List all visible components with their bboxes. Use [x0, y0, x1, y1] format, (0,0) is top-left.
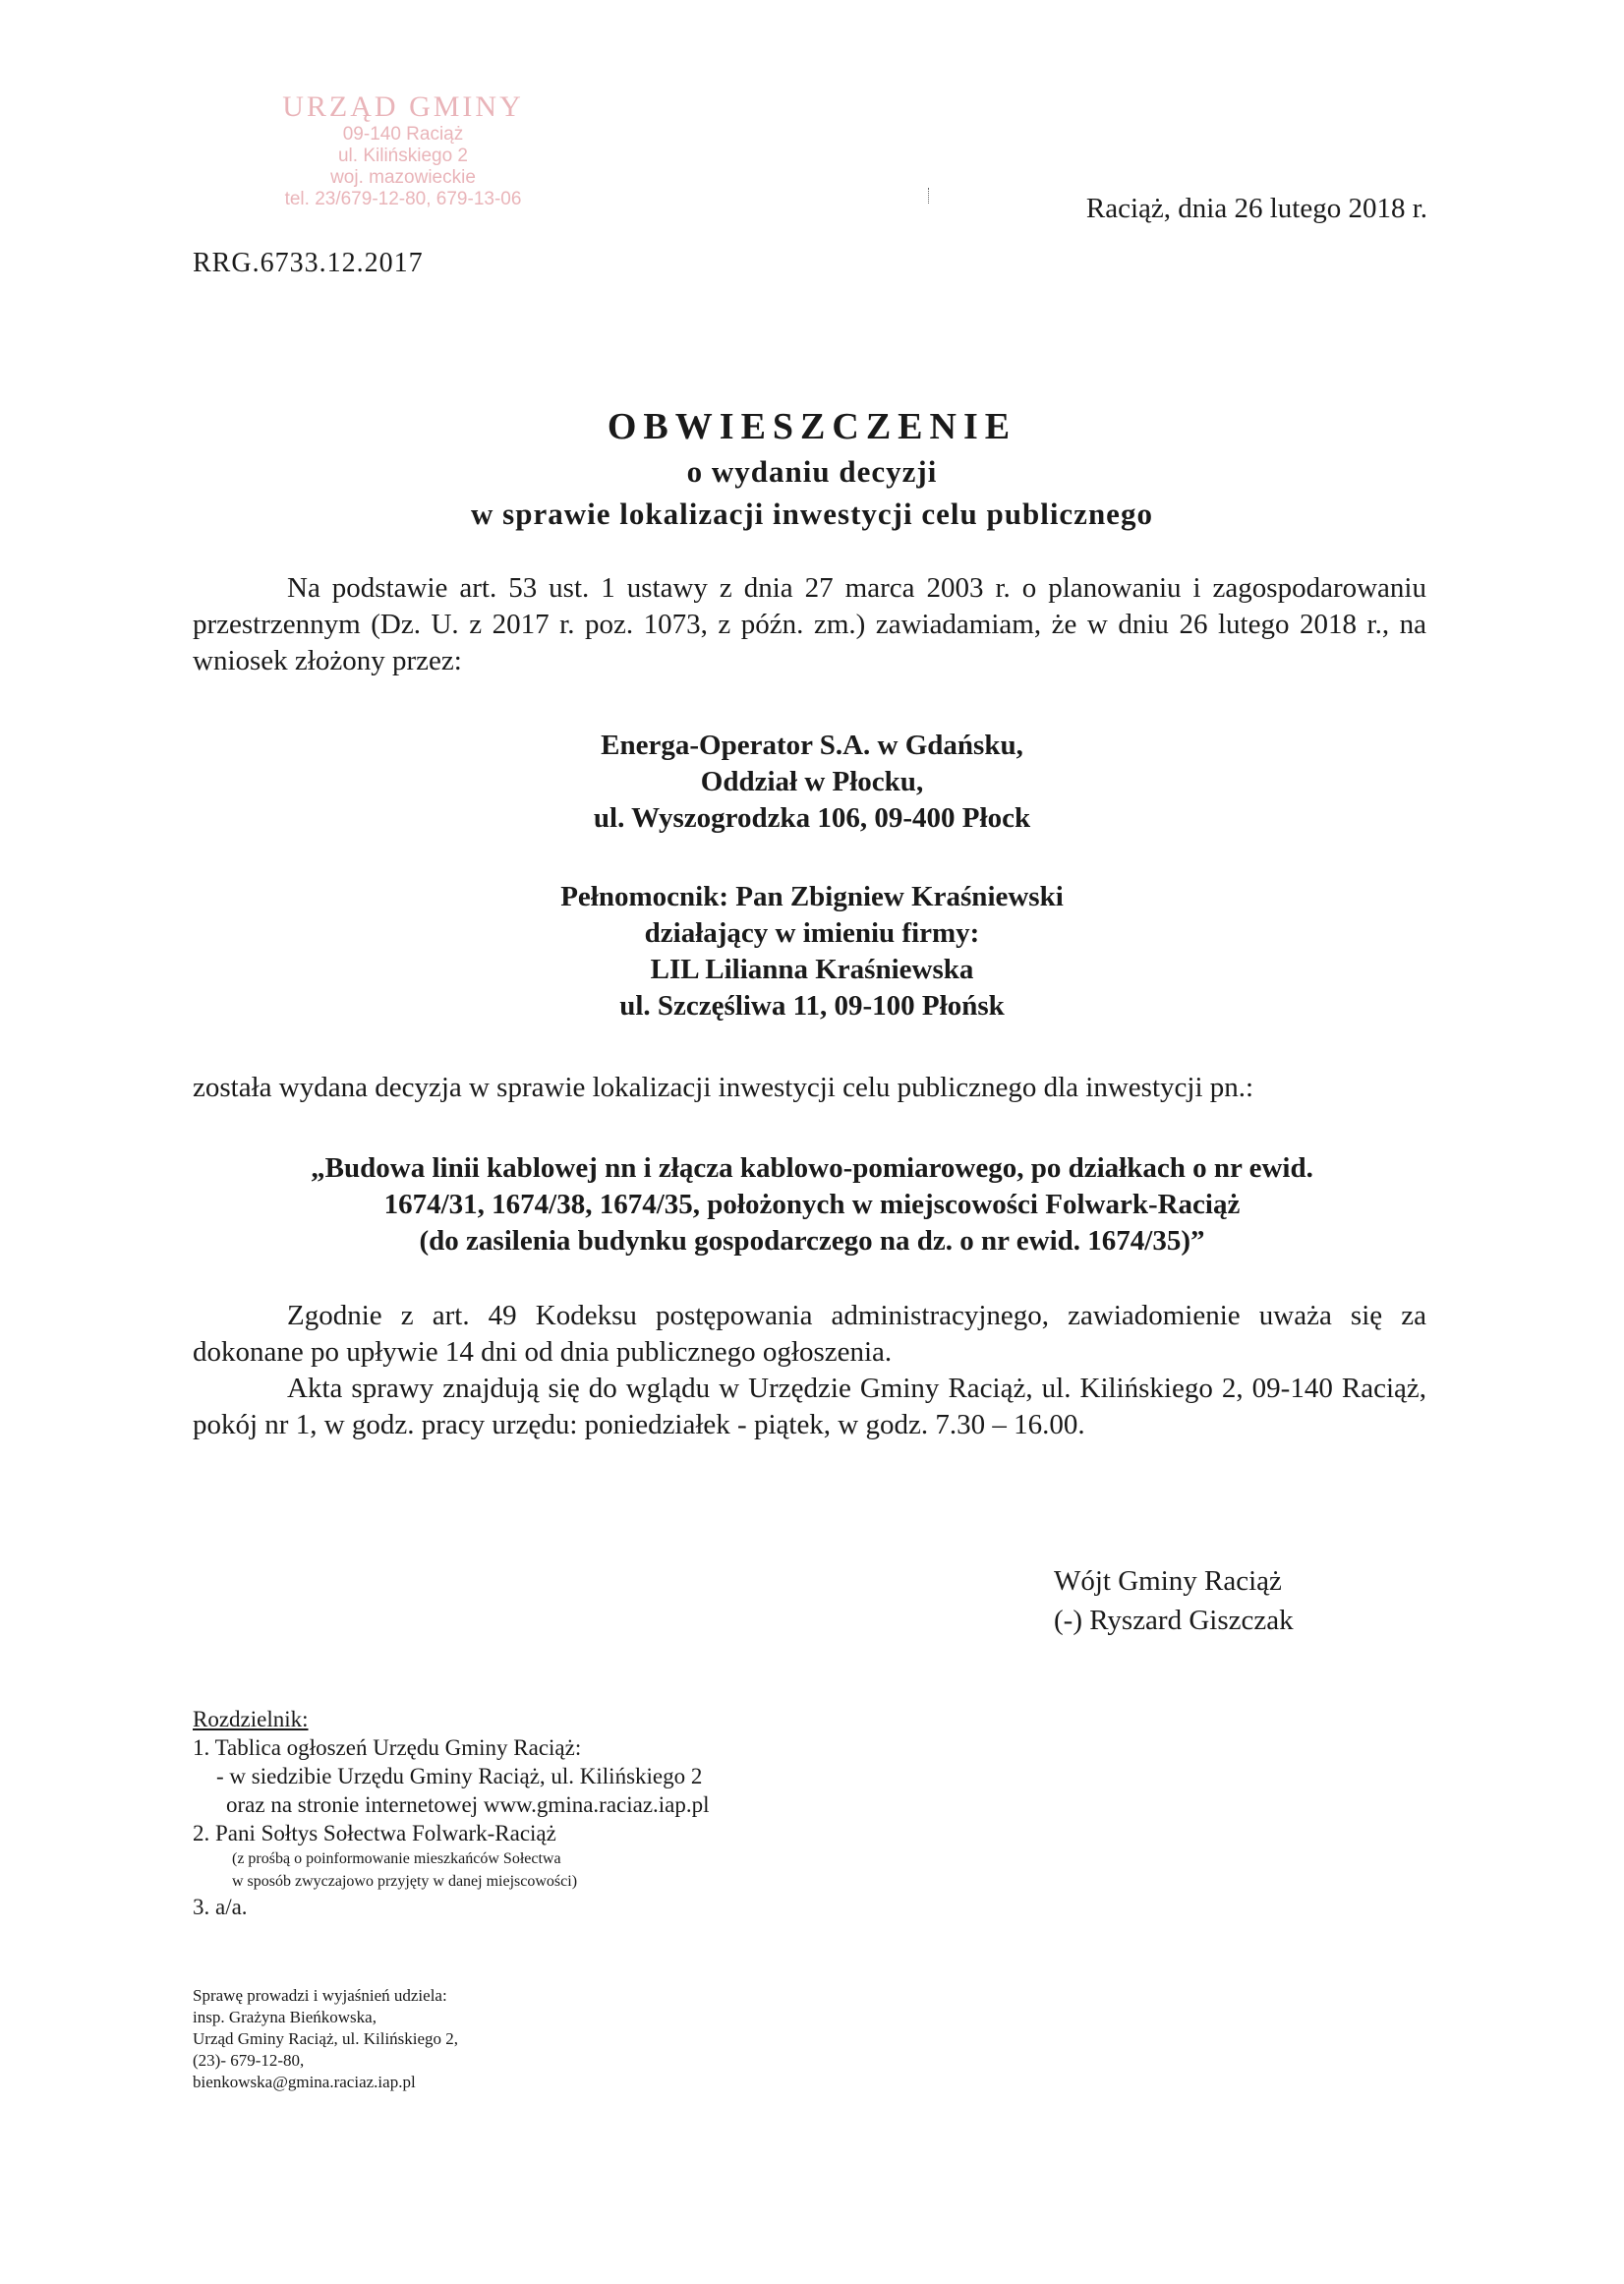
- contact-block: [193, 1985, 458, 2093]
- stamp-line: tel. 23/679-12-80, 679-13-06: [284, 189, 522, 209]
- distribution-subitem: oraz na stronie internetowej www.gmina.raciaz.iap.pl: [226, 1792, 710, 1817]
- intro-paragraph: Na podstawie art. 53 ust. 1 ustawy z dnia 27 marca 2003 r. o planowaniu i zagospodarowaniu przestrzennym (Dz. U. z 2017 r. poz. 1073, z późn. zm.) zawiadamiam, że w dniu 26 lutego 2018 r., na wniosek złożony przez:: [193, 572, 1426, 676]
- notice-paragraph: Zgodnie z art. 49 Kodeksu postępowania administracyjnego, zawiadomienie uważa się za dokonane po upływie 14 dni od dnia publicznego ogłoszenia.: [193, 1300, 1426, 1368]
- office-stamp: [226, 90, 580, 210]
- document-title: OBWIESZCZENIE: [607, 406, 1017, 447]
- date-line: Raciąż, dnia 26 lutego 2018 r.: [1085, 193, 1427, 224]
- distribution-subitem: - w siedzibie Urzędu Gminy Raciąż, ul. Kilińskiego 2: [216, 1764, 703, 1788]
- investment-line: (do zasilenia budynku gospodarczego na dz. o nr ewid. 1674/35)”: [419, 1225, 1205, 1257]
- decision-text: została wydana decyzja w sprawie lokalizacji inwestycji celu publicznego dla inwestycji pn.:: [193, 1072, 1254, 1103]
- signatory-title: Wójt Gminy Raciąż: [1054, 1565, 1282, 1597]
- investment-line: 1674/31, 1674/38, 1674/35, położonych w miejscowości Folwark-Raciąż: [383, 1189, 1241, 1220]
- proxy-block: [0, 879, 1624, 1025]
- files-paragraph: Akta sprawy znajdują się do wglądu w Urzędzie Gminy Raciąż, ul. Kilińskiego 2, 09-140 Raciąż, pokój nr 1, w godz. pracy urzędu: poniedziałek - piątek, w godz. 7.30 – 16.00.: [193, 1373, 1426, 1440]
- distribution-item: 2. Pani Sołtys Sołectwa Folwark-Raciąż: [193, 1821, 556, 1845]
- contact-line: insp. Grażyna Bieńkowska,: [193, 2008, 377, 2026]
- distribution-item: 3. a/a.: [193, 1895, 248, 1919]
- signatory-name: (-) Ryszard Giszczak: [1054, 1605, 1294, 1636]
- proxy-role: działający w imieniu firmy:: [644, 917, 980, 949]
- stamp-line: 09-140 Raciąż: [342, 124, 464, 145]
- investment-description: [0, 1150, 1624, 1259]
- document-subtitle-2: w sprawie lokalizacji inwestycji celu publicznego: [471, 497, 1153, 531]
- document-subtitle: o wydaniu decyzji: [686, 454, 938, 489]
- distribution-list: [193, 1705, 710, 1921]
- proxy-company: LIL Lilianna Kraśniewska: [650, 954, 974, 985]
- scan-mark: [928, 188, 933, 204]
- applicant-branch: Oddział w Płocku,: [700, 766, 924, 797]
- distribution-note: w sposób zwyczajowo przyjęty w danej miejscowości): [232, 1873, 578, 1890]
- contact-email: bienkowska@gmina.raciaz.iap.pl: [193, 2073, 416, 2091]
- distribution-item: 1. Tablica ogłoszeń Urzędu Gminy Raciąż:: [193, 1735, 582, 1760]
- signature-block: [1054, 1561, 1294, 1640]
- contact-line: Urząd Gminy Raciąż, ul. Kilińskiego 2,: [193, 2029, 459, 2048]
- proxy-name: Pełnomocnik: Pan Zbigniew Kraśniewski: [560, 881, 1064, 912]
- applicant-address: ul. Wyszogrodzka 106, 09-400 Płock: [593, 802, 1031, 834]
- applicant-name: Energa-Operator S.A. w Gdańsku,: [601, 730, 1023, 761]
- proxy-address: ul. Szczęśliwa 11, 09-100 Płońsk: [619, 990, 1005, 1022]
- distribution-heading: Rozdzielnik:: [193, 1707, 309, 1731]
- stamp-title: URZĄD GMINY: [282, 90, 524, 123]
- contact-line: (23)- 679-12-80,: [193, 2051, 305, 2070]
- stamp-line: ul. Kilińskiego 2: [337, 146, 469, 166]
- stamp-line: woj. mazowieckie: [330, 167, 476, 188]
- contact-line: Sprawę prowadzi i wyjaśnień udziela:: [193, 1986, 447, 2005]
- case-reference: RRG.6733.12.2017: [193, 248, 424, 278]
- applicant-block: [0, 728, 1624, 837]
- investment-line: „Budowa linii kablowej nn i złącza kablowo-pomiarowego, po działkach o nr ewid.: [311, 1152, 1313, 1184]
- distribution-note: (z prośbą o poinformowanie mieszkańców Sołectwa: [232, 1850, 561, 1867]
